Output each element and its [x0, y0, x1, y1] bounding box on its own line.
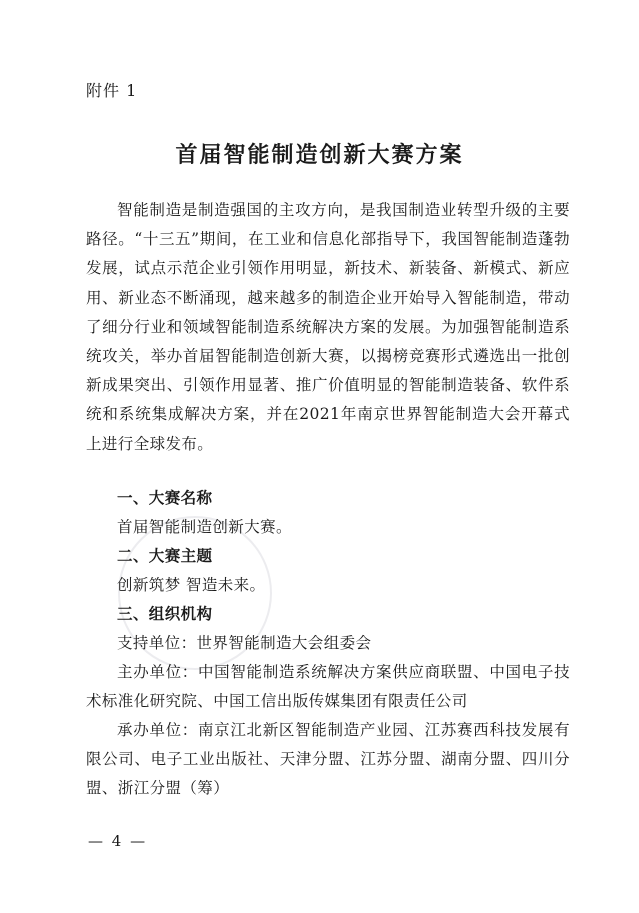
document-title: 首届智能制造创新大赛方案 — [175, 143, 464, 168]
section-content-theme: 创新筑梦 智造未来。 — [117, 576, 266, 594]
support-unit-line: 支持单位：世界智能制造大会组委会 — [117, 634, 372, 652]
host-unit-paragraph: 主办单位：中国智能制造系统解决方案供应商联盟、中国电子技术标准化研究院、中国工信出版传媒集团有限责任公司 — [86, 663, 570, 711]
section-heading-name: 一、大赛名称 — [117, 489, 213, 507]
organizer-unit-paragraph: 承办单位：南京江北新区智能制造产业园、江苏赛西科技发展有限公司、电子工业出版社、天津分盟、江苏分盟、湖南分盟、四川分盟、浙江分盟（筹） — [86, 721, 570, 798]
page-number: — 4 — — [88, 832, 148, 850]
section-heading-organization: 三、组织机构 — [117, 605, 213, 623]
section-heading-theme: 二、大赛主题 — [117, 547, 213, 565]
section-content-name: 首届智能制造创新大赛。 — [117, 518, 292, 536]
intro-paragraph: 智能制造是制造强国的主攻方向，是我国制造业转型升级的主要路径。“十三五”期间，在工业和信息化部指导下，我国智能制造蓬勃发展，试点示范企业引领作用明显，新技术、新装备、新模式、新应用、新业态不断涌现，越来越多的制造企业开始导入智能制造，带动了细分行业和领域智能制造系统解决方案的发展。为加强智能制造系统攻关，举办首届智能制造创新大赛，以揭榜竞赛形式遴选出一批创新成果突出、引领作用显著、推广价值明显的智能制造装备、软件系统和系统集成解决方案，并在2021年南京世界智能制造大会开幕式上进行全球发布。 — [86, 201, 570, 453]
attachment-label: 附件 1 — [86, 81, 138, 100]
